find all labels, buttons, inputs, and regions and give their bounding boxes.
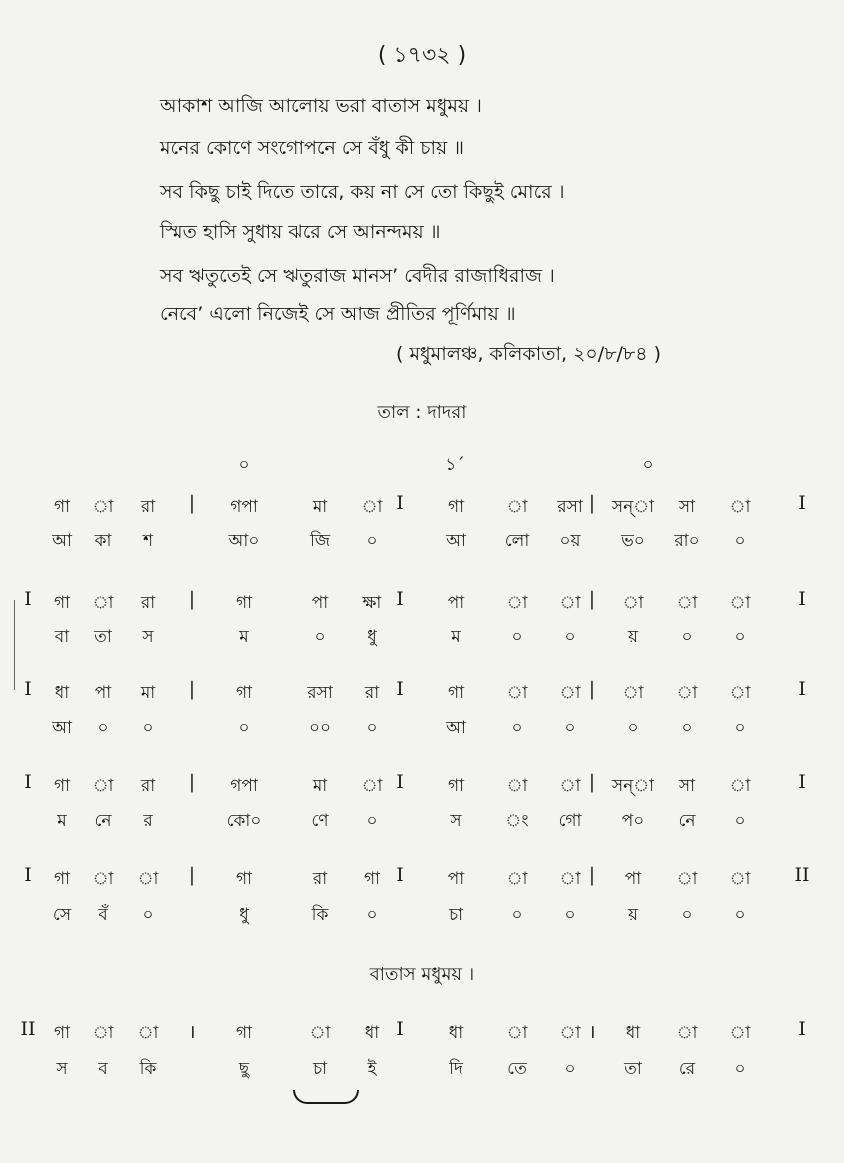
lyric-cell: ০ — [734, 811, 746, 831]
swara-cell: া — [559, 683, 581, 703]
beat-marker: ০ — [642, 455, 654, 475]
lead-barline: I — [24, 678, 32, 700]
lyric-cell: ০ — [681, 718, 693, 738]
page-edge-mark — [14, 600, 15, 690]
lyric-cell: নে — [94, 811, 112, 831]
lyric-cell: ০ — [564, 718, 576, 738]
lyric-cell: ণে — [311, 811, 329, 831]
barline: । — [588, 1021, 596, 1043]
poem-line: সব কিছু চাই দিতে তারে, কয় না সে তো কিছুই মোরে । — [160, 181, 565, 203]
swara-cell: া — [506, 869, 528, 889]
mid-heading: বাতাস মধুময় । — [369, 964, 475, 985]
swara-cell: া — [506, 776, 528, 796]
lyric-cell: প০ — [621, 811, 645, 831]
swara-cell: গপা — [230, 776, 258, 796]
swara-cell: গা — [53, 776, 71, 796]
barline: I — [396, 771, 404, 793]
barline: | — [188, 864, 196, 886]
swara-cell: গপা — [230, 497, 258, 517]
lyric-cell: ০ — [627, 718, 639, 738]
swara-cell: া — [559, 776, 581, 796]
slur-brace — [293, 1090, 359, 1104]
lyric-cell: আ — [446, 531, 466, 551]
lyric-cell: কি — [139, 1059, 157, 1079]
lyric-cell: শ — [142, 531, 154, 551]
lyric-cell: ০ — [681, 905, 693, 925]
swara-cell: া — [729, 497, 751, 517]
swara-cell: রা — [312, 869, 328, 889]
poem-line: স্মিত হাসি সুধায় ঝরে সে আনন্দময় ॥ — [160, 221, 441, 243]
beat-marker: ০ — [238, 455, 250, 475]
lyric-cell: রা০ — [674, 531, 700, 551]
lyric-cell: ০ — [142, 905, 154, 925]
swara-cell: া — [622, 683, 644, 703]
lead-barline: II — [20, 1018, 36, 1040]
source-citation: ( মধুমালঞ্চ, কলিকাতা, ২০/৮/৮৪ ) — [396, 343, 662, 365]
barline: | — [188, 492, 196, 514]
swara-cell: গা — [235, 1023, 253, 1043]
lyric-cell: তে — [507, 1059, 527, 1079]
lyric-cell: ০ — [564, 1059, 576, 1079]
swara-cell: গা — [235, 869, 253, 889]
lyric-cell: নে — [678, 811, 696, 831]
end-barline: I — [798, 1018, 806, 1040]
lyric-cell: কো০ — [226, 811, 262, 831]
barline: I — [396, 678, 404, 700]
taal-heading: তাল : দাদরা — [377, 402, 467, 423]
poem-line: আকাশ আজি আলোয় ভরা বাতাস মধুময় । — [160, 95, 482, 117]
page-number: ( ১৭৩২ ) — [377, 43, 467, 68]
lyric-cell: য় — [627, 627, 639, 647]
swara-cell: সা — [678, 776, 696, 796]
swara-cell: া — [137, 1023, 159, 1043]
swara-cell: া — [729, 1023, 751, 1043]
end-barline: I — [798, 771, 806, 793]
lyric-cell: তা — [624, 1059, 642, 1079]
lyric-cell: স — [450, 811, 462, 831]
swara-cell: া — [559, 869, 581, 889]
lyric-cell: ০ — [734, 531, 746, 551]
lyric-cell: বা — [54, 627, 70, 647]
lyric-cell: কা — [94, 531, 112, 551]
lyric-cell: ছু — [238, 1059, 250, 1079]
lyric-cell: রে — [678, 1059, 696, 1079]
lyric-cell: চা — [312, 1059, 328, 1079]
swara-cell: া — [361, 776, 383, 796]
swara-cell: পা — [94, 683, 112, 703]
lyric-cell: লো — [504, 531, 530, 551]
lyric-cell: তা — [94, 627, 112, 647]
lyric-cell: ০ — [564, 905, 576, 925]
lyric-cell: ম — [451, 627, 461, 647]
lyric-cell: ০০ — [308, 718, 332, 738]
swara-cell: া — [506, 1023, 528, 1043]
lyric-cell: ০ — [366, 718, 378, 738]
lyric-cell: ০ — [366, 905, 378, 925]
swara-cell: পা — [447, 593, 465, 613]
lyric-cell: আ — [52, 531, 72, 551]
swara-cell: গা — [53, 869, 71, 889]
end-barline: I — [798, 678, 806, 700]
lyric-cell: ০ — [511, 627, 523, 647]
swara-cell: া — [506, 497, 528, 517]
swara-cell: গা — [447, 497, 465, 517]
swara-cell: া — [506, 683, 528, 703]
barline: । — [188, 1021, 196, 1043]
lyric-cell: ০ — [97, 718, 109, 738]
swara-cell: া — [92, 593, 114, 613]
barline: | — [588, 678, 596, 700]
swara-cell: রা — [140, 776, 156, 796]
swara-cell: রসা — [307, 683, 333, 703]
lyric-cell: বঁ — [98, 905, 108, 925]
swara-cell: া — [676, 593, 698, 613]
swara-cell: ধা — [54, 683, 70, 703]
lyric-cell: কি — [311, 905, 329, 925]
lyric-cell: দি — [449, 1059, 463, 1079]
barline: I — [396, 1018, 404, 1040]
swara-cell: রসা — [557, 497, 583, 517]
lyric-cell: ০ — [734, 1059, 746, 1079]
lyric-cell: ই — [367, 1059, 377, 1079]
swara-cell: রা — [140, 497, 156, 517]
lead-barline: I — [24, 588, 32, 610]
lyric-cell: য় — [627, 905, 639, 925]
swara-cell: পা — [624, 869, 642, 889]
swara-cell: পা — [311, 593, 329, 613]
lyric-cell: ভ০ — [621, 531, 645, 551]
swara-cell: ধা — [448, 1023, 464, 1043]
swara-cell: সন্‌া — [611, 776, 655, 796]
poem-line: মনের কোণে সংগোপনে সে বঁধু কী চায় ॥ — [160, 137, 465, 159]
lyric-cell: ধু — [367, 627, 377, 647]
swara-cell: া — [559, 593, 581, 613]
swara-cell: া — [676, 1023, 698, 1043]
swara-cell: মা — [312, 497, 328, 517]
swara-cell: া — [622, 593, 644, 613]
swara-cell: সন্‌া — [611, 497, 655, 517]
swara-cell: া — [309, 1023, 331, 1043]
barline: | — [188, 771, 196, 793]
swara-cell: া — [729, 776, 751, 796]
swara-cell: গা — [447, 683, 465, 703]
swara-cell: পা — [447, 869, 465, 889]
lyric-cell: ম — [239, 627, 249, 647]
swara-cell: া — [559, 1023, 581, 1043]
barline: I — [396, 588, 404, 610]
swara-cell: গা — [235, 683, 253, 703]
barline: | — [188, 678, 196, 700]
barline: | — [188, 588, 196, 610]
swara-cell: ক্ষা — [362, 593, 382, 613]
end-barline: I — [798, 588, 806, 610]
swara-cell: মা — [312, 776, 328, 796]
swara-cell: া — [729, 869, 751, 889]
lyric-cell: ০ — [511, 718, 523, 738]
lyric-cell: ং — [505, 811, 529, 831]
swara-cell: া — [729, 683, 751, 703]
swara-cell: া — [676, 683, 698, 703]
swara-cell: া — [92, 497, 114, 517]
swara-cell: গা — [447, 776, 465, 796]
lyric-cell: ০ — [511, 905, 523, 925]
swara-cell: া — [361, 497, 383, 517]
lyric-cell: জি — [309, 531, 331, 551]
swara-cell: া — [92, 1023, 114, 1043]
barline: | — [588, 771, 596, 793]
swara-cell: গা — [53, 593, 71, 613]
lead-barline: I — [24, 771, 32, 793]
barline: | — [588, 588, 596, 610]
lyric-cell: ০ — [734, 627, 746, 647]
swara-cell: সা — [678, 497, 696, 517]
poem-line: সব ঋতুতেই সে ঋতুরাজ মানস’ বেদীর রাজাধিরাজ । — [160, 265, 555, 287]
lyric-cell: ব — [98, 1059, 108, 1079]
swara-cell: া — [92, 776, 114, 796]
swara-cell: গা — [363, 869, 381, 889]
swara-cell: গা — [53, 497, 71, 517]
beat-marker: ১´ — [445, 455, 465, 475]
lyric-cell: চা — [448, 905, 464, 925]
lyric-cell: ০ — [366, 531, 378, 551]
swara-cell: া — [676, 869, 698, 889]
swara-cell: মা — [140, 683, 156, 703]
barline: I — [396, 492, 404, 514]
lyric-cell: র — [143, 811, 153, 831]
lyric-cell: ০ — [681, 627, 693, 647]
swara-cell: গা — [53, 1023, 71, 1043]
beat-markers — [0, 452, 844, 476]
swara-cell: রা — [140, 593, 156, 613]
end-barline: I — [798, 492, 806, 514]
lyric-cell: ০ — [564, 627, 576, 647]
swara-cell: ধা — [364, 1023, 380, 1043]
barline: | — [588, 492, 596, 514]
lyric-cell: ম — [57, 811, 67, 831]
lyric-cell: আ০ — [228, 531, 260, 551]
lyric-cell: সে — [52, 905, 72, 925]
poem-line: নেবে’ এলো নিজেই সে আজ প্রীতির পূর্ণিমায় ॥ — [160, 303, 516, 325]
lyric-cell: গো — [558, 811, 582, 831]
barline: I — [396, 864, 404, 886]
lyric-cell: ০ — [314, 627, 326, 647]
swara-cell: া — [92, 869, 114, 889]
lyric-cell: ০ — [734, 718, 746, 738]
swara-cell: া — [506, 593, 528, 613]
swara-cell: রা — [364, 683, 380, 703]
barline: | — [588, 864, 596, 886]
lyric-cell: স — [56, 1059, 68, 1079]
lyric-cell: ০ — [734, 905, 746, 925]
lyric-cell: স — [142, 627, 154, 647]
lyric-cell: আ — [446, 718, 466, 738]
lyric-cell: ০ — [142, 718, 154, 738]
end-barline: II — [794, 864, 810, 886]
lyric-cell: আ — [52, 718, 72, 738]
lyric-cell: ০ — [238, 718, 250, 738]
lead-barline: I — [24, 864, 32, 886]
lyric-cell: ০য় — [559, 531, 581, 551]
swara-cell: া — [137, 869, 159, 889]
swara-cell: ধা — [625, 1023, 641, 1043]
swara-cell: গা — [235, 593, 253, 613]
swara-cell: া — [729, 593, 751, 613]
lyric-cell: ধু — [239, 905, 249, 925]
lyric-cell: ০ — [366, 811, 378, 831]
